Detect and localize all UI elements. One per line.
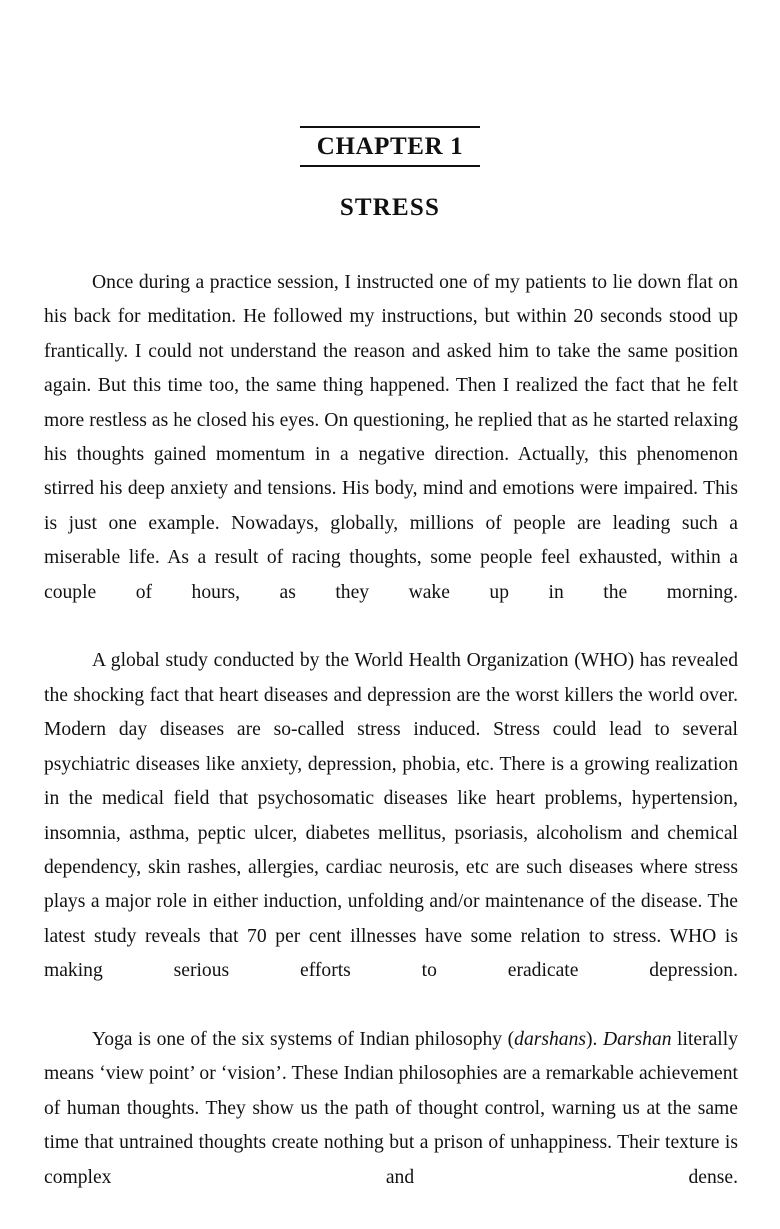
paragraph-1: Once during a practice session, I instructed one of my patients to lie down flat on his back for meditation. He followed my instructions, but within 20 seconds stood up frantically. I could not understand the reason and asked him to take the same position again. But this time too, the same thing happened. Then I realized the fact that he felt more restless as he closed his eyes. On questioning, he replied that as he started relaxing his thoughts gained momentum in a negative direction. Actually, this phenomenon stirred his deep anxiety and tensions. His body, mind and emotions were impaired. This is just one example. Nowadays, globally, millions of people are leading such a miserable life. As a result of racing thoughts, some people feel exhausted, within a couple of hours, as they wake up in the morning. <box>44 272 738 603</box>
chapter-heading-block <box>0 126 780 222</box>
text-run: literally means ‘view point’ or ‘vision’. These Indian philosophies are a remarkable achievement of human thoughts. They show us the path of thought control, warning us at the same time that untrained thoughts create nothing but a prison of unhappiness. Their texture is complex and dense. <box>44 1028 738 1188</box>
chapter-rule-bottom <box>300 165 480 167</box>
italic-term: Darshan <box>602 1028 672 1050</box>
chapter-title-ruled-group <box>300 126 480 167</box>
page-title: STRESS <box>339 194 441 221</box>
text-run: Yoga is one of the six systems of Indian philosophy ( <box>92 1028 515 1050</box>
paragraph-2: A global study conducted by the World Health Organization (WHO) has revealed the shocking fact that heart diseases and depression are the worst killers the world over. Modern day diseases are so-called stress induced. Stress could lead to several psychiatric diseases like anxiety, depression, phobia, etc. There is a growing realization in the medical field that psychosomatic diseases like heart problems, hypertension, insomnia, asthma, peptic ulcer, diabetes mellitus, psoriasis, alcoholism and chemical dependency, skin rashes, allergies, cardiac neurosis, etc are such diseases where stress plays a major role in either induction, unfolding and/or maintenance of the disease. The latest study reveals that 70 per cent illnesses have some relation to stress. WHO is making serious efforts to eradicate depression. <box>44 650 738 982</box>
chapter-label: CHAPTER 1 <box>316 133 464 160</box>
italic-term: darshans <box>514 1028 587 1050</box>
paragraph-3 <box>44 1023 738 1229</box>
body-text-column <box>44 266 738 1229</box>
text-run: ). <box>586 1028 603 1050</box>
